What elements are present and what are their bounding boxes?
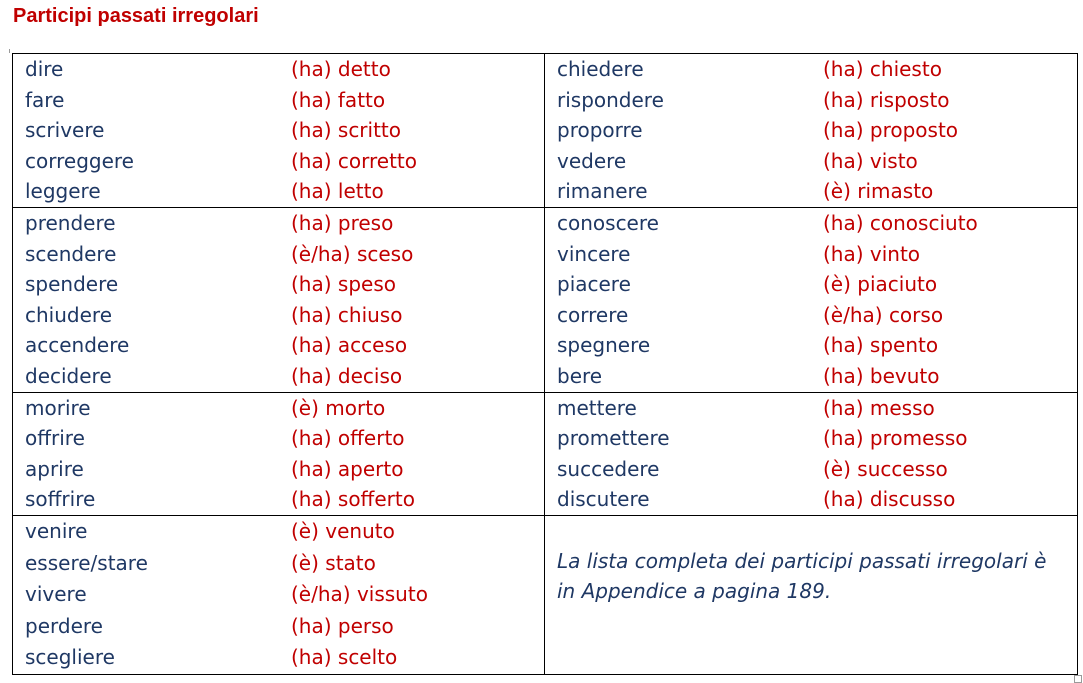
table-row: [13, 515, 1078, 674]
infinitive: offrire: [25, 426, 85, 451]
past-participle: (ha) perso: [291, 613, 394, 638]
infinitive: succedere: [557, 456, 660, 481]
group-3-left-cell: [13, 392, 545, 515]
past-participle: (ha) deciso: [291, 363, 403, 388]
past-participle: (ha) aperto: [291, 456, 404, 481]
verb-row: [13, 115, 544, 146]
past-participle: (ha) risposto: [823, 87, 950, 112]
verb-row: [545, 423, 1077, 454]
past-participle: (ha) offerto: [291, 426, 405, 451]
infinitive: chiedere: [557, 57, 644, 81]
verb-row: [545, 208, 1077, 239]
past-participle: (ha) scelto: [291, 645, 398, 670]
infinitive: scendere: [25, 241, 117, 266]
verb-row: [13, 146, 544, 177]
past-participle: (è) rimasto: [823, 179, 934, 204]
group-4-left-cell: [13, 515, 545, 674]
resize-handle: [1074, 675, 1082, 683]
table-row: [13, 392, 1078, 515]
verb-row: [13, 361, 544, 392]
infinitive: vincere: [557, 241, 631, 266]
infinitive: discutere: [557, 487, 650, 512]
verb-row: [13, 54, 544, 85]
past-participle: (ha) bevuto: [823, 363, 940, 388]
past-participle: (è) piaciuto: [823, 272, 938, 297]
past-participle: (ha) speso: [291, 272, 396, 297]
verb-row: [545, 454, 1077, 485]
verb-row: [545, 115, 1077, 146]
verb-row: [13, 300, 544, 331]
page-title: Participi passati irregolari: [13, 5, 259, 27]
verb-row: [545, 176, 1077, 207]
verb-row: [13, 85, 544, 116]
past-participle: (ha) scritto: [291, 118, 402, 143]
infinitive: accendere: [25, 333, 130, 358]
verb-row: [13, 208, 544, 239]
infinitive: vivere: [25, 582, 87, 607]
verb-row: [545, 484, 1077, 515]
group-1-right-cell: [545, 54, 1078, 208]
verb-row: [545, 269, 1077, 300]
infinitive: scegliere: [25, 645, 115, 670]
verb-row: [545, 300, 1077, 331]
verb-row: [13, 269, 544, 300]
past-participle: (ha) vinto: [823, 241, 921, 266]
verb-row: [545, 146, 1077, 177]
appendix-note: La lista completa dei participi passati irregolari è in Appendice a pagina 189.: [557, 548, 1047, 603]
infinitive: correre: [557, 302, 629, 327]
verb-row: [13, 176, 544, 207]
verb-row: [13, 611, 544, 643]
past-participle: (è/ha) vissuto: [291, 582, 428, 607]
table-row: [13, 54, 1078, 208]
verb-row: [13, 548, 544, 580]
infinitive: bere: [557, 363, 603, 388]
past-participle: (è) stato: [291, 550, 376, 575]
infinitive: rispondere: [557, 87, 664, 112]
verb-row: [13, 239, 544, 270]
verb-row: [545, 239, 1077, 270]
past-participle: (ha) sofferto: [291, 487, 415, 512]
verb-row: [545, 330, 1077, 361]
infinitive: morire: [25, 395, 91, 420]
infinitive: dire: [25, 57, 64, 81]
group-2-left-cell: [13, 207, 545, 392]
infinitive: perdere: [25, 613, 103, 638]
verb-row: [13, 642, 544, 674]
verb-row: [13, 516, 544, 548]
infinitive: prendere: [25, 210, 116, 235]
verb-row: [13, 330, 544, 361]
group-2-right-cell: [545, 207, 1078, 392]
infinitive: proporre: [557, 118, 643, 143]
infinitive: mettere: [557, 395, 637, 420]
past-participle: (è/ha) sceso: [291, 241, 414, 266]
infinitive: spegnere: [557, 333, 651, 358]
past-participle: (ha) visto: [823, 148, 918, 173]
infinitive: correggere: [25, 148, 134, 173]
infinitive: fare: [25, 87, 65, 112]
infinitive: rimanere: [557, 179, 648, 204]
verb-row: [545, 54, 1077, 85]
past-participle: (ha) fatto: [291, 87, 386, 112]
infinitive: decidere: [25, 363, 112, 388]
past-participle: (ha) chiuso: [291, 302, 403, 327]
infinitive: conoscere: [557, 210, 659, 235]
verb-row: [545, 393, 1077, 424]
infinitive: essere/stare: [25, 550, 148, 575]
verb-row: [13, 579, 544, 611]
past-participle: (ha) chiesto: [823, 57, 942, 81]
verb-row: [13, 423, 544, 454]
past-participle: (ha) corretto: [291, 148, 418, 173]
past-participle: (è/ha) corso: [823, 302, 944, 327]
infinitive: promettere: [557, 426, 670, 451]
past-participle: (ha) discusso: [823, 487, 956, 512]
group-1-left-cell: [13, 54, 545, 208]
infinitive: aprire: [25, 456, 84, 481]
infinitive: soffrire: [25, 487, 96, 512]
past-participle: (ha) acceso: [291, 333, 408, 358]
infinitive: vedere: [557, 148, 627, 173]
infinitive: scrivere: [25, 118, 105, 143]
past-participle: (ha) spento: [823, 333, 939, 358]
infinitive: piacere: [557, 272, 631, 297]
past-participle: (ha) detto: [291, 57, 391, 81]
infinitive: leggere: [25, 179, 101, 204]
verb-row: [13, 484, 544, 515]
past-participle: (è) venuto: [291, 518, 395, 543]
past-participle: (ha) promesso: [823, 426, 968, 451]
infinitive: chiudere: [25, 302, 112, 327]
infinitive: spendere: [25, 272, 119, 297]
infinitive: venire: [25, 518, 88, 543]
past-participle: (ha) letto: [291, 179, 384, 204]
past-participle: (è) successo: [823, 456, 948, 481]
table-row: [13, 207, 1078, 392]
past-participle: (è) morto: [291, 395, 386, 420]
verb-row: [13, 393, 544, 424]
verb-row: [13, 454, 544, 485]
participles-table: [12, 53, 1078, 675]
verb-row: [545, 85, 1077, 116]
past-participle: (ha) preso: [291, 210, 394, 235]
group-3-right-cell: [545, 392, 1078, 515]
verb-row: [545, 361, 1077, 392]
past-participle: (ha) proposto: [823, 118, 959, 143]
past-participle: (ha) messo: [823, 395, 935, 420]
note-cell: [545, 515, 1078, 674]
past-participle: (ha) conosciuto: [823, 210, 978, 235]
